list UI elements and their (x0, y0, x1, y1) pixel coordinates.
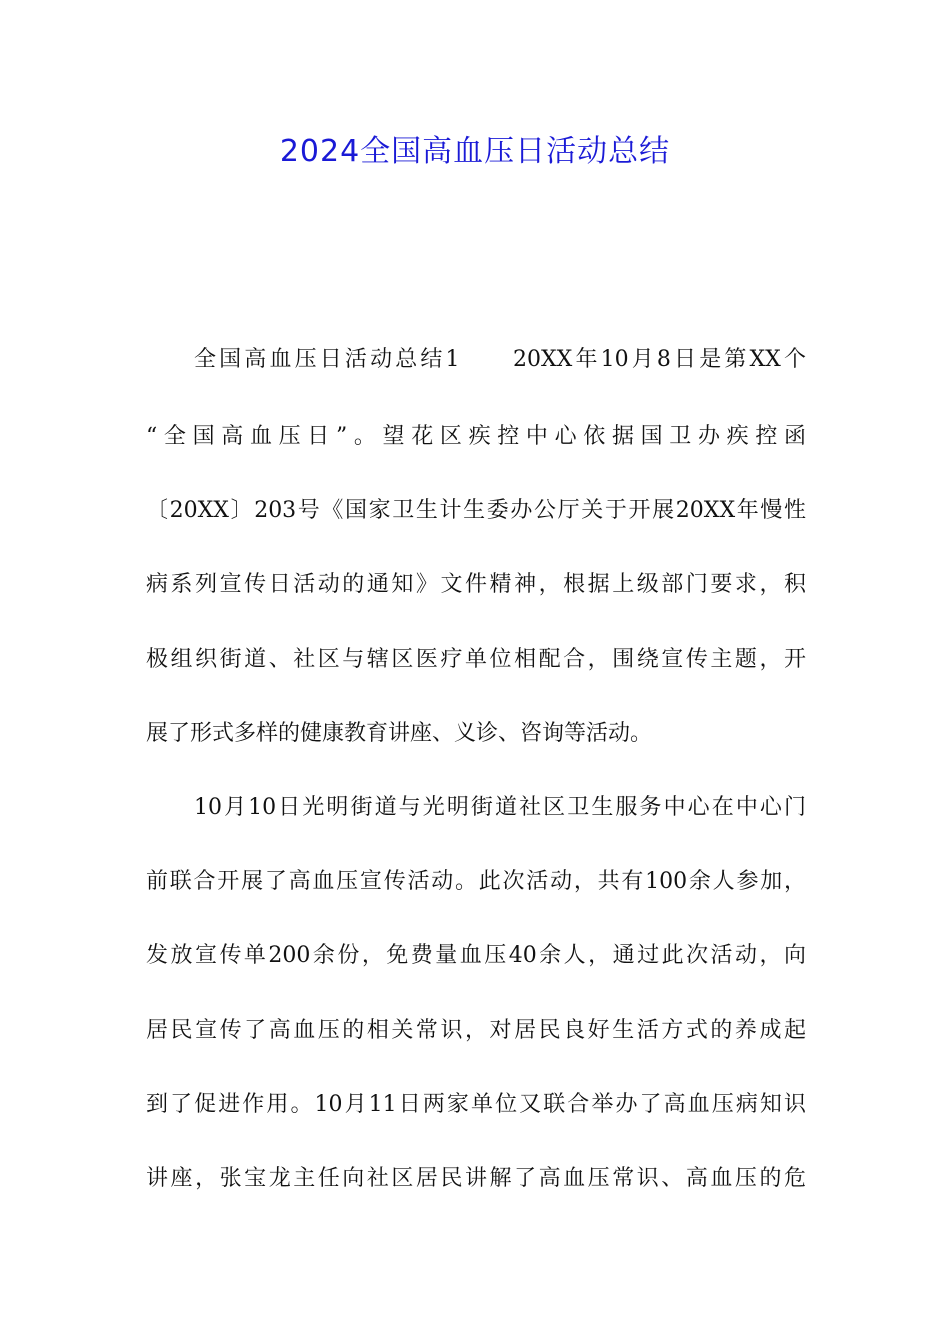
paragraph-line: 前联合开展了高血压宣传活动。此次活动，共有100余人参加， (146, 869, 806, 894)
paragraph-line: 发放宣传单200余份，免费量血压40余人，通过此次活动，向 (146, 943, 806, 968)
paragraph-line: 极组织街道、社区与辖区医疗单位相配合，围绕宣传主题，开 (146, 647, 806, 672)
paragraph-line: 居民宣传了高血压的相关常识，对居民良好生活方式的养成起 (146, 1018, 806, 1043)
paragraph-line: 病系列宣传日活动的通知》文件精神，根据上级部门要求，积 (146, 572, 806, 597)
paragraph-line: 10月10日光明街道与光明街道社区卫生服务中心在中心门 (194, 795, 806, 820)
paragraph-line: 到了促进作用。10月11日两家单位又联合举办了高血压病知识 (146, 1092, 806, 1117)
paragraph-line: “全国高血压日”。望花区疾控中心依据国卫办疾控函 (146, 424, 806, 449)
paragraph-line: 全国高血压日活动总结1 20XX年10月8日是第XX个 (194, 347, 806, 372)
document-title: 2024全国高血压日活动总结 (279, 134, 671, 169)
paragraph-line: 讲座，张宝龙主任向社区居民讲解了高血压常识、高血压的危 (146, 1166, 806, 1191)
paragraph-line: 展了形式多样的健康教育讲座、义诊、咨询等活动。 (146, 721, 653, 746)
paragraph-line: 〔20XX〕203号《国家卫生计生委办公厅关于开展20XX年慢性 (146, 498, 806, 523)
